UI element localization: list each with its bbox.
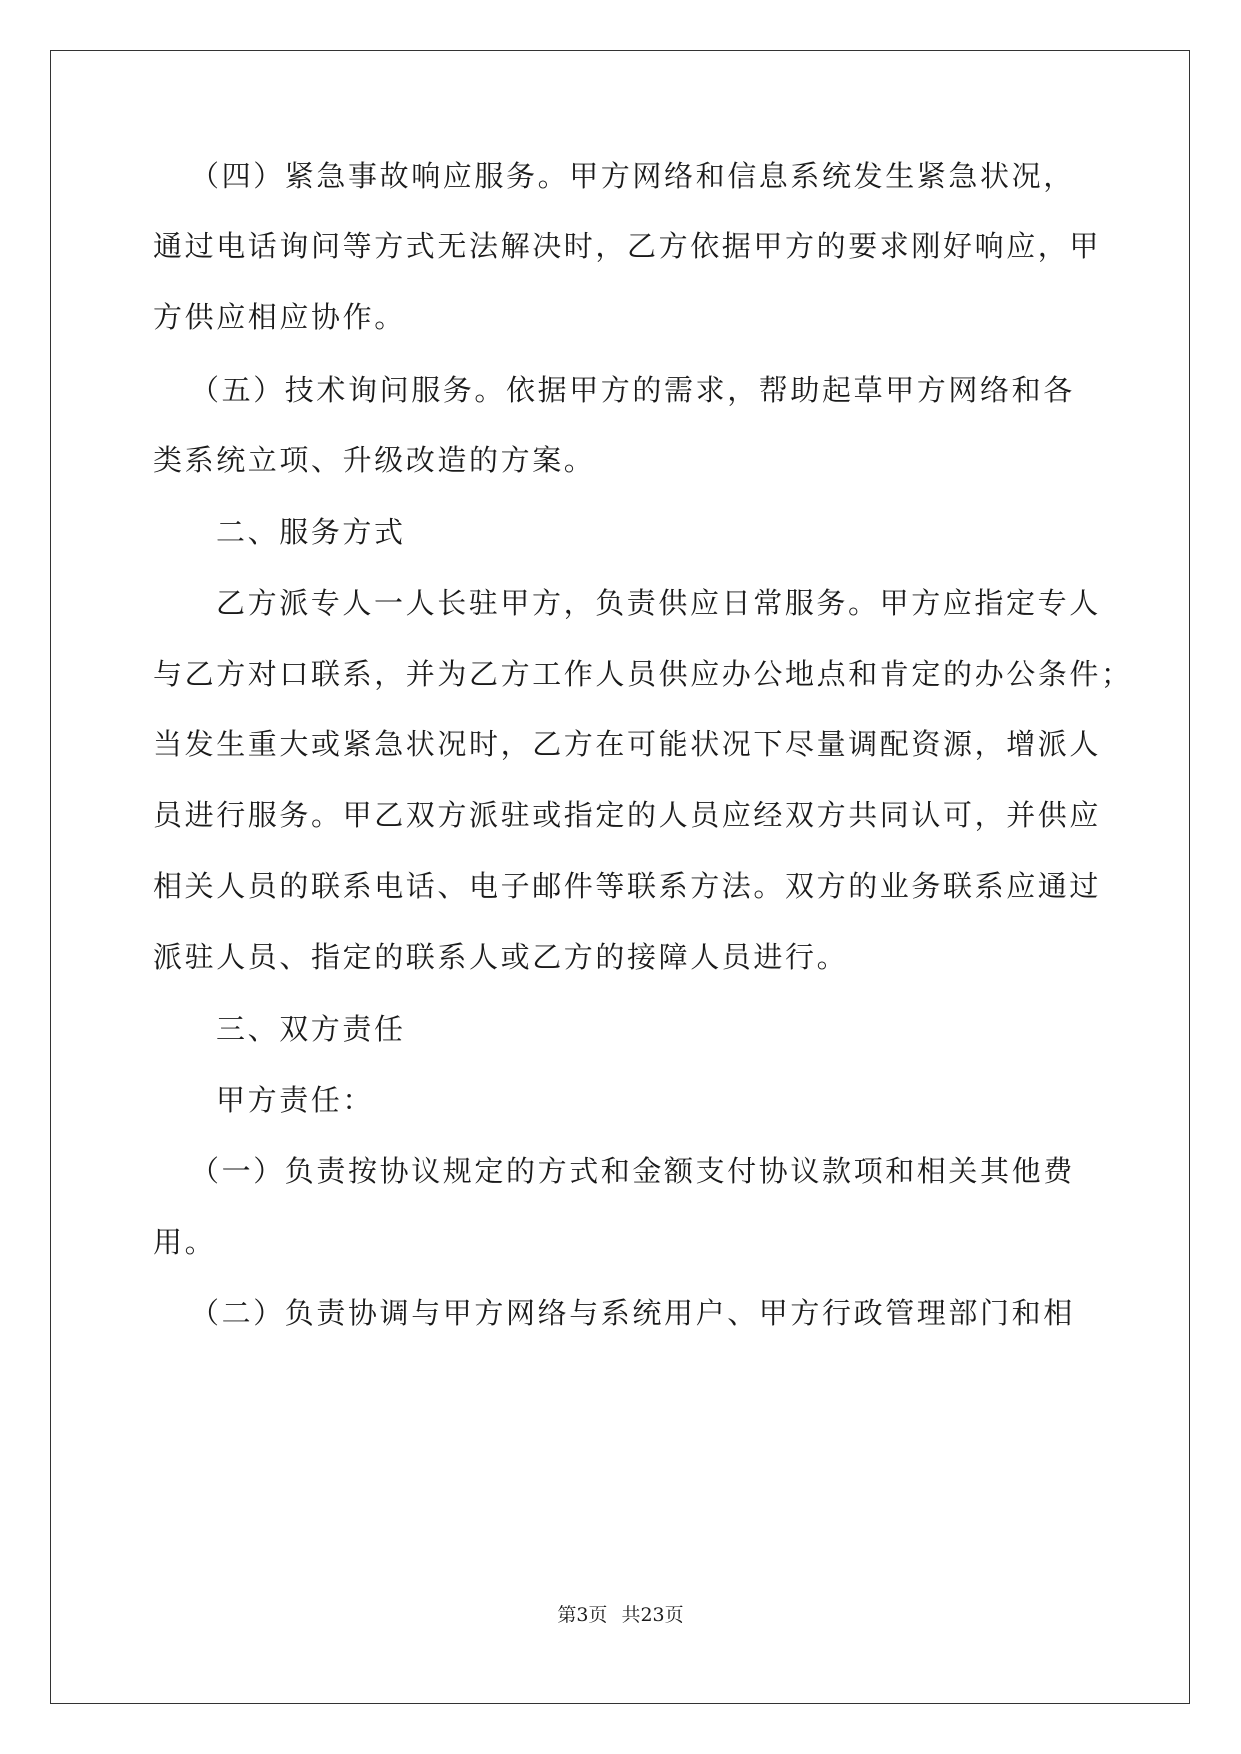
paragraph-line: 派驻人员、指定的联系人或乙方的接障人员进行。 — [153, 940, 849, 974]
page-total: 共23页 — [621, 1604, 684, 1626]
paragraph-line: 与乙方对口联系，并为乙方工作人员供应办公地点和肯定的办公条件； — [153, 657, 1133, 691]
paragraph-line: （五）技术询问服务。依据甲方的需求，帮助起草甲方网络和各 — [190, 373, 1075, 407]
paragraph-line: 相关人员的联系电话、电子邮件等联系方法。双方的业务联系应通过 — [153, 869, 1102, 903]
paragraph-line: 员进行服务。甲乙双方派驻或指定的人员应经双方共同认可，并供应 — [153, 798, 1102, 832]
paragraph-line: （四）紧急事故响应服务。甲方网络和信息系统发生紧急状况， — [190, 159, 1075, 193]
paragraph-line: 通过电话询问等方式无法解决时，乙方依据甲方的要求刚好响应，甲 — [153, 229, 1102, 263]
paragraph-line: 类系统立项、升级改造的方案。 — [153, 443, 596, 477]
subheading: 甲方责任： — [216, 1083, 375, 1117]
paragraph-line: 方供应相应协作。 — [153, 300, 406, 334]
section-heading: 二、服务方式 — [216, 515, 406, 549]
page-number: 第3页 — [557, 1604, 608, 1626]
paragraph-line: （一）负责按协议规定的方式和金额支付协议款项和相关其他费 — [190, 1154, 1075, 1188]
section-heading: 三、双方责任 — [216, 1012, 406, 1046]
page-footer — [0, 1600, 1241, 1627]
paragraph-line: （二）负责协调与甲方网络与系统用户、甲方行政管理部门和相 — [190, 1296, 1075, 1330]
paragraph-line: 当发生重大或紧急状况时，乙方在可能状况下尽量调配资源，增派人 — [153, 727, 1102, 761]
paragraph-line: 乙方派专人一人长驻甲方，负责供应日常服务。甲方应指定专人 — [216, 586, 1101, 620]
paragraph-line: 用。 — [153, 1225, 217, 1259]
